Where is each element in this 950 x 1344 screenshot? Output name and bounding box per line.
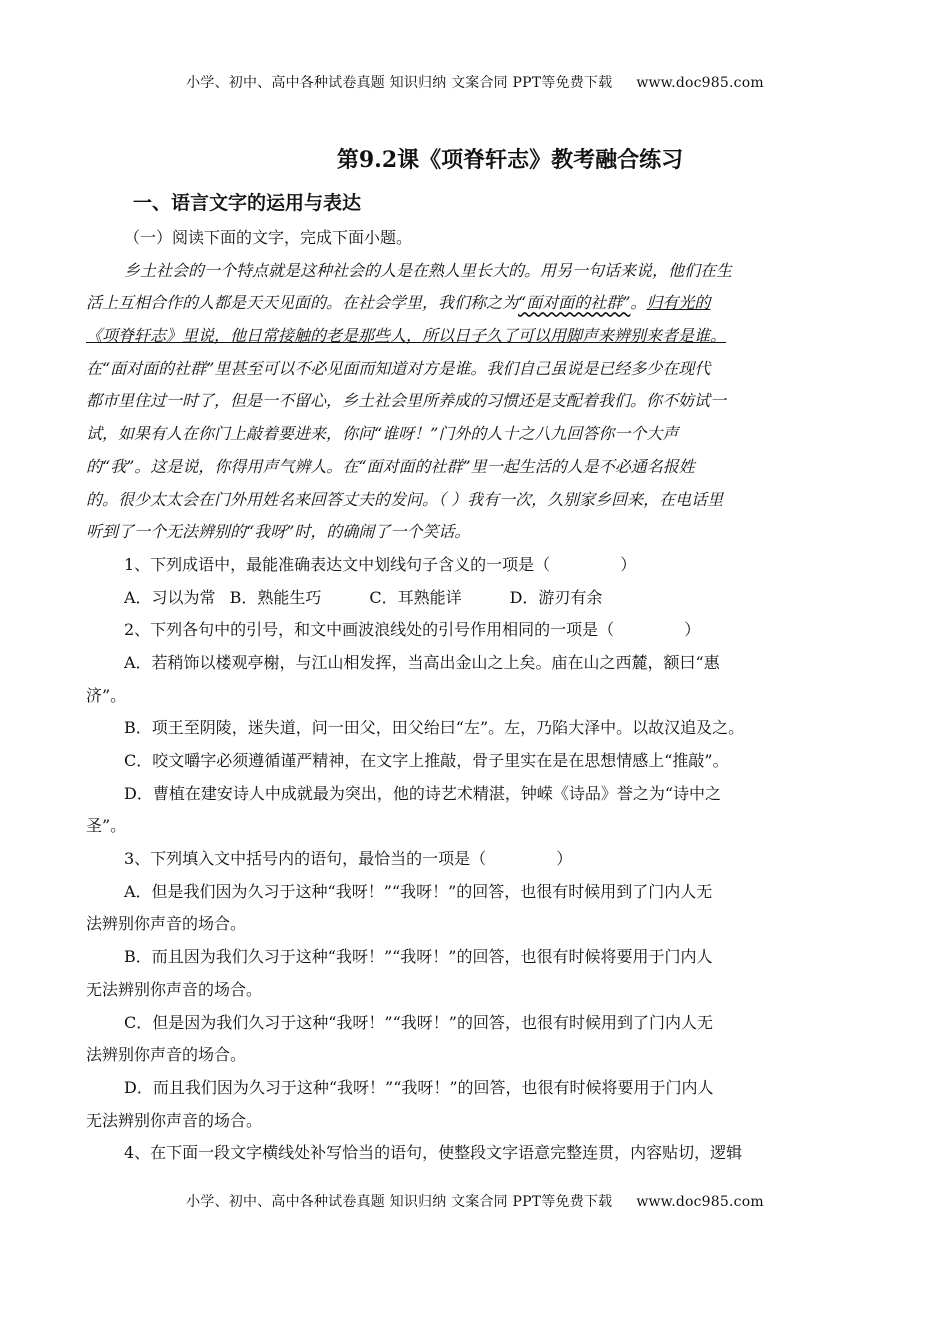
question-stem: 2、下列各句中的引号，和文中画波浪线处的引号作用相同的一项是（ xyxy=(124,620,615,640)
passage-line xyxy=(86,287,866,320)
passage-line: 试，如果有人在你门上敲着要进来，你问“谁呀！”门外的人十之八九回答你一个大声 xyxy=(86,424,679,444)
option-d: D．曹植在建安诗人中成就最为突出，他的诗艺术精湛，钟嵘《诗品》誉之为“诗中之 xyxy=(124,783,722,803)
part-intro: （一）阅读下面的文字，完成下面小题。 xyxy=(124,228,413,247)
document-body xyxy=(86,222,866,1170)
question-close: ） xyxy=(620,554,637,574)
option-c-cont: 法辨别你声音的场合。 xyxy=(86,1045,247,1065)
passage-line: 在“面对面的社群”里甚至可以不必见面而知道对方是谁。我们自己虽说是已经多少在现代 xyxy=(86,358,711,378)
section-heading: 一、语言文字的运用与表达 xyxy=(133,192,362,214)
wavy-underlined-quote: “面对面的社群” xyxy=(518,293,631,313)
question-1 xyxy=(86,549,866,582)
option-c: C．耳熟能详 xyxy=(369,587,462,607)
question-2 xyxy=(86,614,866,647)
option-a-cont: 法辨别你声音的场合。 xyxy=(86,914,247,934)
option-d-cont: 无法辨别你声音的场合。 xyxy=(86,1110,263,1130)
underlined-sentence: 《项脊轩志》里说，他日常接触的老是那些人，所以日子久了可以用脚声来辨别来者是谁。 xyxy=(86,326,727,346)
option-a: A．但是我们因为久习于这种“我呀！”“我呀！”的回答，也很有时候用到了门内人无 xyxy=(124,881,713,901)
option-b-cont: 无法辨别你声音的场合。 xyxy=(86,979,263,999)
question-stem: 3、下列填入文中括号内的语句，最恰当的一项是（ xyxy=(124,849,487,869)
option-d: D．游刃有余 xyxy=(509,587,603,607)
question-close: ） xyxy=(684,620,701,640)
question-stem: 1、下列成语中，最能准确表达文中划线句子含义的一项是（ xyxy=(124,554,551,574)
question-3 xyxy=(86,843,866,876)
option-b: B．而且因为我们久习于这种“我呀！”“我呀！”的回答，也很有时候将要用于门内人 xyxy=(124,947,713,967)
question-4: 4、在下面一段文字横线处补写恰当的语句，使整段文字语意完整连贯，内容贴切，逻辑 xyxy=(124,1143,743,1163)
option-a: A．习以为常 xyxy=(124,587,216,607)
option-a-cont: 济”。 xyxy=(86,685,127,705)
passage-line: 的。很少太太会在门外用姓名来回答丈夫的发问。（ ）我有一次，久别家乡回来，在电话里 xyxy=(86,489,724,509)
option-d-cont: 圣”。 xyxy=(86,816,127,836)
option-b: B．项王至阴陵，迷失道，问一田父，田父绐曰“左”。左，乃陷大泽中。以故汉追及之。 xyxy=(124,718,745,738)
option-c: C．但是因为我们久习于这种“我呀！”“我呀！”的回答，也很有时候用到了门内人无 xyxy=(124,1012,713,1032)
passage-line: 乡土社会的一个特点就是这种社会的人是在熟人里长大的。用另一句话来说，他们在生 xyxy=(124,260,733,280)
passage-line: 听到了一个无法辨别的“我呀”时，的确闹了一个笑话。 xyxy=(86,522,471,542)
footer-url: www.doc985.com xyxy=(636,1194,764,1210)
page-title: 第9.2课《项脊轩志》教考融合练习 xyxy=(336,147,684,173)
question-1-options xyxy=(86,582,866,615)
option-d: D．而且我们因为久习于这种“我呀！”“我呀！”的回答，也很有时候将要用于门内人 xyxy=(124,1077,714,1097)
passage-text: 。 xyxy=(630,293,647,313)
question-close: ） xyxy=(556,849,573,869)
underlined-sentence: 归有光的 xyxy=(646,293,711,313)
option-a: A．若稍饰以楼观亭榭，与江山相发挥，当高出金山之上矣。庙在山之西麓，额曰“惠 xyxy=(124,652,720,672)
header-text: 小学、初中、高中各种试卷真题 知识归纳 文案合同 PPT等免费下载 xyxy=(186,75,613,91)
page-header xyxy=(0,72,950,92)
page-footer xyxy=(0,1191,950,1211)
passage-line: 都市里住过一时了，但是一不留心，乡土社会里所养成的习惯还是支配着我们。你不妨试一 xyxy=(86,391,727,411)
option-b: B．熟能生巧 xyxy=(229,587,322,607)
passage-line: 的“我”。这是说，你得用声气辨人。在“面对面的社群”里一起生活的人是不必通名报姓 xyxy=(86,456,695,476)
header-url: www.doc985.com xyxy=(636,75,764,91)
footer-text: 小学、初中、高中各种试卷真题 知识归纳 文案合同 PPT等免费下载 xyxy=(186,1194,613,1210)
option-c: C．咬文嚼字必须遵循谨严精神，在文字上推敲，骨子里实在是在思想情感上“推敲”。 xyxy=(124,751,729,770)
passage-text: 活上互相合作的人都是天天见面的。在社会学里，我们称之为 xyxy=(86,293,519,313)
